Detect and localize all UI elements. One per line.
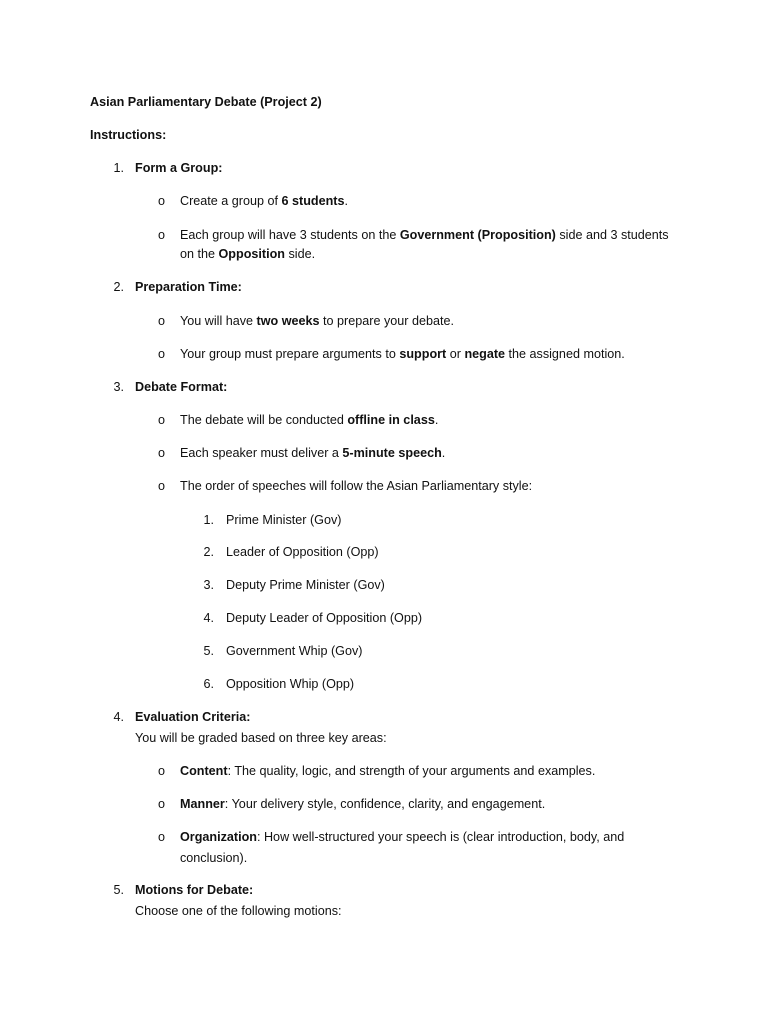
section-heading: Preparation Time:: [135, 280, 242, 294]
bullet-icon: o: [158, 347, 166, 361]
bullet-icon: o: [158, 314, 166, 328]
bullet-icon: o: [158, 797, 166, 811]
speech-order-item: Leader of Opposition (Opp): [226, 545, 379, 559]
speech-order-number: 2.: [203, 545, 214, 559]
speech-order-number: 1.: [203, 513, 214, 527]
bullet-icon: o: [158, 764, 166, 778]
section-number: 2.: [113, 280, 124, 294]
section-heading: Form a Group:: [135, 161, 223, 175]
speech-order-number: 6.: [203, 677, 214, 691]
speech-order-number: 4.: [203, 611, 214, 625]
section-heading: Debate Format:: [135, 380, 228, 394]
speech-order-number: 5.: [203, 644, 214, 658]
bullet-icon: o: [158, 830, 166, 844]
bullet-text-continuation: conclusion).: [180, 851, 248, 865]
bullet-text: The debate will be conducted offline in class.: [180, 413, 439, 427]
section-number: 4.: [113, 710, 124, 724]
bullet-icon: o: [158, 413, 166, 427]
bullet-text: Your group must prepare arguments to support or negate the assigned motion.: [180, 347, 625, 361]
bullet-text: Organization: How well-structured your speech is (clear introduction, body, and: [180, 830, 625, 844]
speech-order-item: Prime Minister (Gov): [226, 513, 342, 527]
section-subtext: You will be graded based on three key areas:: [135, 731, 387, 745]
section-subtext: Choose one of the following motions:: [135, 904, 342, 918]
bullet-text: The order of speeches will follow the Asian Parliamentary style:: [180, 479, 533, 493]
speech-order-item: Opposition Whip (Opp): [226, 677, 355, 691]
bullet-text: You will have two weeks to prepare your debate.: [180, 314, 454, 328]
bullet-text: Create a group of 6 students.: [180, 194, 348, 208]
bullet-text: Each group will have 3 students on the Government (Proposition) side and 3 students: [180, 228, 669, 242]
speech-order-item: Deputy Leader of Opposition (Opp): [226, 611, 423, 625]
bullet-icon: o: [158, 194, 166, 208]
bullet-text: Each speaker must deliver a 5-minute speech.: [180, 446, 446, 460]
section-number: 1.: [113, 161, 124, 175]
speech-order-number: 3.: [203, 578, 214, 592]
bullet-text-continuation: on the Opposition side.: [180, 247, 316, 261]
bullet-icon: o: [158, 228, 166, 242]
section-number: 5.: [113, 883, 124, 897]
speech-order-item: Deputy Prime Minister (Gov): [226, 578, 385, 592]
speech-order-item: Government Whip (Gov): [226, 644, 363, 658]
bullet-text: Content: The quality, logic, and strength of your arguments and examples.: [180, 764, 596, 778]
section-heading: Motions for Debate:: [135, 883, 254, 897]
instructions-label: Instructions:: [90, 128, 167, 142]
document-title: Asian Parliamentary Debate (Project 2): [90, 95, 322, 109]
bullet-text: Manner: Your delivery style, confidence, clarity, and engagement.: [180, 797, 546, 811]
bullet-icon: o: [158, 479, 166, 493]
section-number: 3.: [113, 380, 124, 394]
section-heading: Evaluation Criteria:: [135, 710, 251, 724]
bullet-icon: o: [158, 446, 166, 460]
